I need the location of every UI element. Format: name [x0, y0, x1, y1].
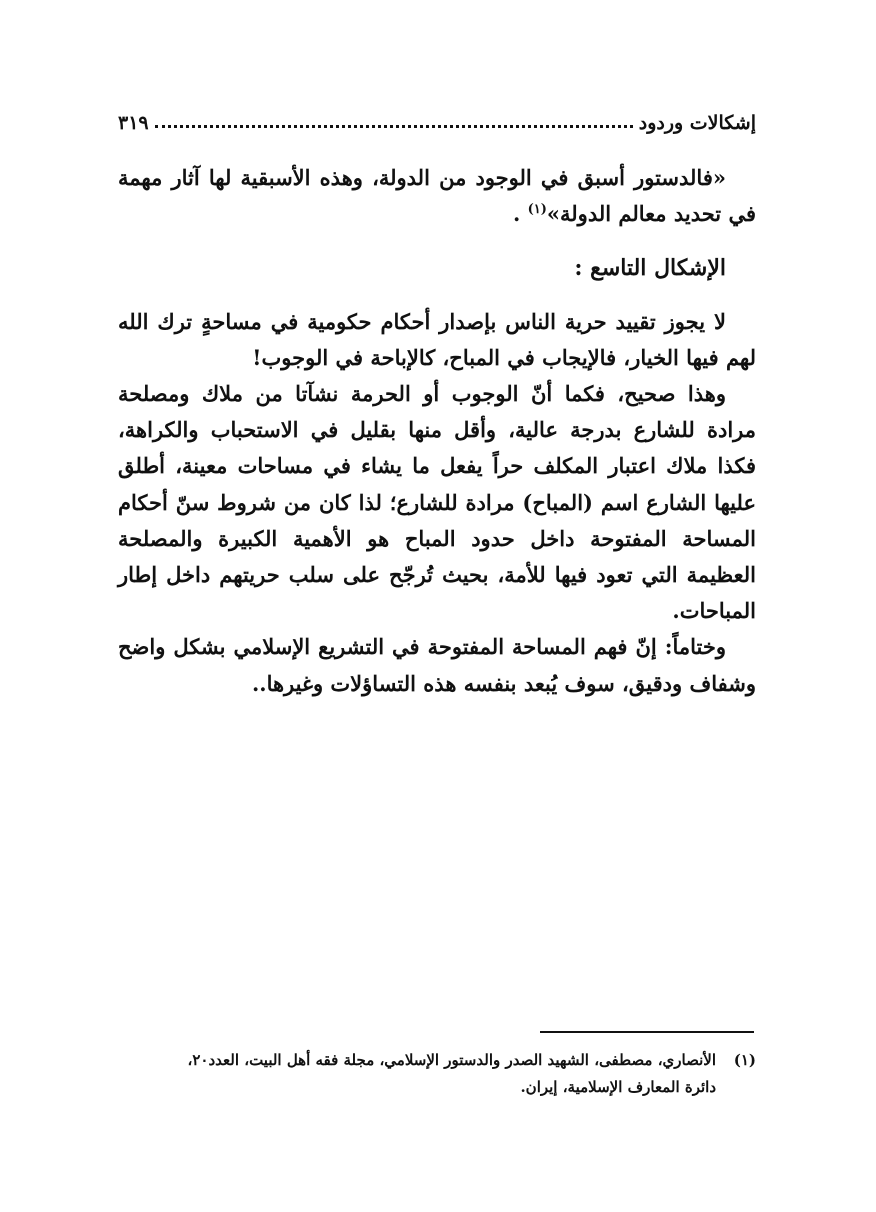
- header-title: إشكالات وردود: [638, 112, 756, 134]
- quote-end: .: [512, 201, 521, 227]
- quote-paragraph: [118, 160, 756, 232]
- footnote-number: (١): [733, 1051, 756, 1069]
- quote-text: «فالدستور أسبق في الوجود من الدولة، وهذه الأسبقية لها آثار مهمة في تحديد معالم الدولة»: [118, 165, 756, 227]
- main-text: [118, 160, 756, 702]
- paragraph-2: وهذا صحيح، فكما أنّ الوجوب أو الحرمة نشآتا من ملاك ومصلحة مرادة للشارع بدرجة عالية، وأقل منها بقليل في الاستحباب والكراهة، فكذا ملاك اعتبار المكلف حراً يفعل ما يشاء في مساحات معينة، أطلق عليها الشارع اسم (المباح) مرادة للشارع؛ لذا كان من شروط سنّ أحكام المساحة المفتوحة داخل حدود المباح هو الأهمية الكبيرة والمصلحة العظيمة التي تعود فيها للأمة، بحيث تُرجّح على سلب حريتهم داخل إطار المباحات.: [118, 381, 756, 624]
- footnote: [118, 1047, 756, 1101]
- footnote-ref: (١): [527, 202, 547, 218]
- footnote-separator: [540, 1031, 754, 1033]
- footnote-line-1: [118, 1047, 756, 1074]
- page-number: ٣١٩: [118, 112, 149, 134]
- footnote-text-1: الأنصاري، مصطفى، الشهيد الصدر والدستور الإسلامي، مجلة فقه أهل البيت، العدد٢٠،: [187, 1051, 716, 1069]
- paragraph-3: وختاماً: إنّ فهم المساحة المفتوحة في التشريع الإسلامي بشكل واضح وشفاف ودقيق، سوف يُبعد بنفسه هذه التساؤلات وغيرها..: [118, 634, 756, 696]
- running-header: [118, 100, 756, 134]
- section-heading: الإشكال التاسع :: [574, 255, 726, 282]
- footnote-line-2: دائرة المعارف الإسلامية، إيران.: [520, 1078, 716, 1096]
- paragraph-1: لا يجوز تقييد حرية الناس بإصدار أحكام حكومية في مساحةٍ ترك الله لهم فيها الخيار، فالإيجاب في المباح، كالإباحة في الوجوب!: [118, 308, 756, 370]
- header-dot-leader: [155, 125, 633, 128]
